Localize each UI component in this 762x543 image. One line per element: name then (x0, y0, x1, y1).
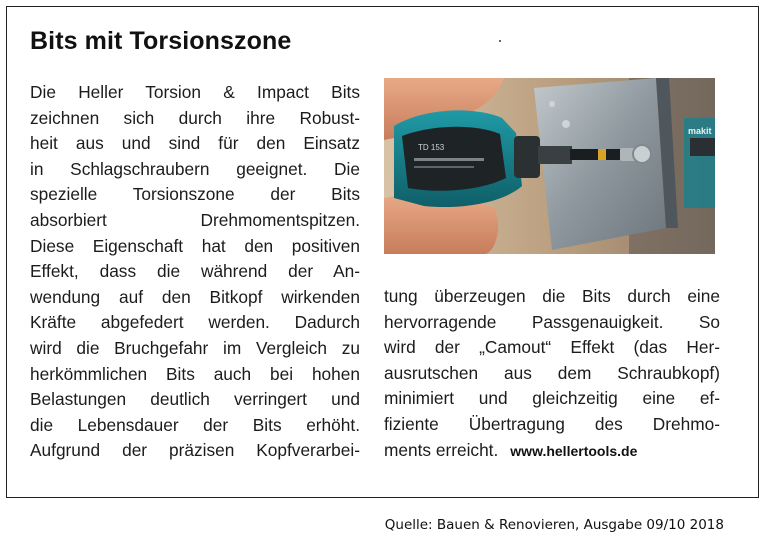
stray-dot (499, 40, 501, 42)
article-title: Bits mit Torsionszone (30, 27, 292, 55)
product-photo (384, 78, 715, 254)
article-text-left (30, 80, 360, 464)
source-caption: Quelle: Bauen & Renovieren, Ausgabe 09/10 2018 (384, 517, 724, 533)
text-line: wird die Bruchgefahr im Vergleich zu (30, 337, 360, 358)
text-line: Kräfte abgefedert werden. Dadurch (30, 312, 360, 333)
article-text-right (384, 284, 720, 464)
bit-gold-ring (598, 149, 606, 160)
text-line: fiziente Übertragung des Drehmo- (384, 413, 720, 434)
chuck (514, 136, 540, 178)
text-line: heit aus und sind für den Einsatz (30, 133, 360, 154)
text-line: tung überzeugen die Bits durch eine (384, 286, 720, 306)
text-line-last (384, 438, 720, 465)
text-line: in Schlagschraubern geeignet. Die (30, 158, 360, 179)
text-line: wendung auf den Bitkopf wirkenden (30, 286, 360, 307)
text-line: herkömmlichen Bits auch bei hohen (30, 363, 360, 384)
text-line: ments erreicht. (384, 439, 499, 460)
text-line: die Lebensdauer der Bits erhöht. (30, 414, 360, 435)
text-line: Aufgrund der präzisen Kopfverarbei- (30, 440, 360, 461)
bit-holder (570, 149, 622, 160)
text-line: Belastungen deutlich verringert und (30, 389, 360, 410)
second-tool-brand: makit (688, 126, 712, 136)
tool-label: TD 153 (418, 143, 445, 152)
text-line: Diese Eigenschaft hat den positiven (30, 235, 360, 256)
text-line: minimiert und gleichzeitig eine ef- (384, 388, 720, 409)
text-line: absorbiert Drehmomentspitzen. (30, 209, 360, 230)
text-line: wird der „Camout“ Effekt (das Her- (384, 337, 720, 358)
text-line: ausrutschen aus dem Schraubkopf) (384, 362, 720, 383)
text-line: Effekt, dass die während der An- (30, 261, 360, 282)
text-line: Die Heller Torsion & Impact Bits (30, 82, 360, 102)
text-line: hervorragende Passgenauigkeit. So (384, 311, 720, 332)
text-line: zeichnen sich durch ihre Robust- (30, 107, 360, 128)
text-line: spezielle Torsionszone der Bits (30, 184, 360, 205)
website-link[interactable]: www.hellertools.de (510, 442, 638, 459)
